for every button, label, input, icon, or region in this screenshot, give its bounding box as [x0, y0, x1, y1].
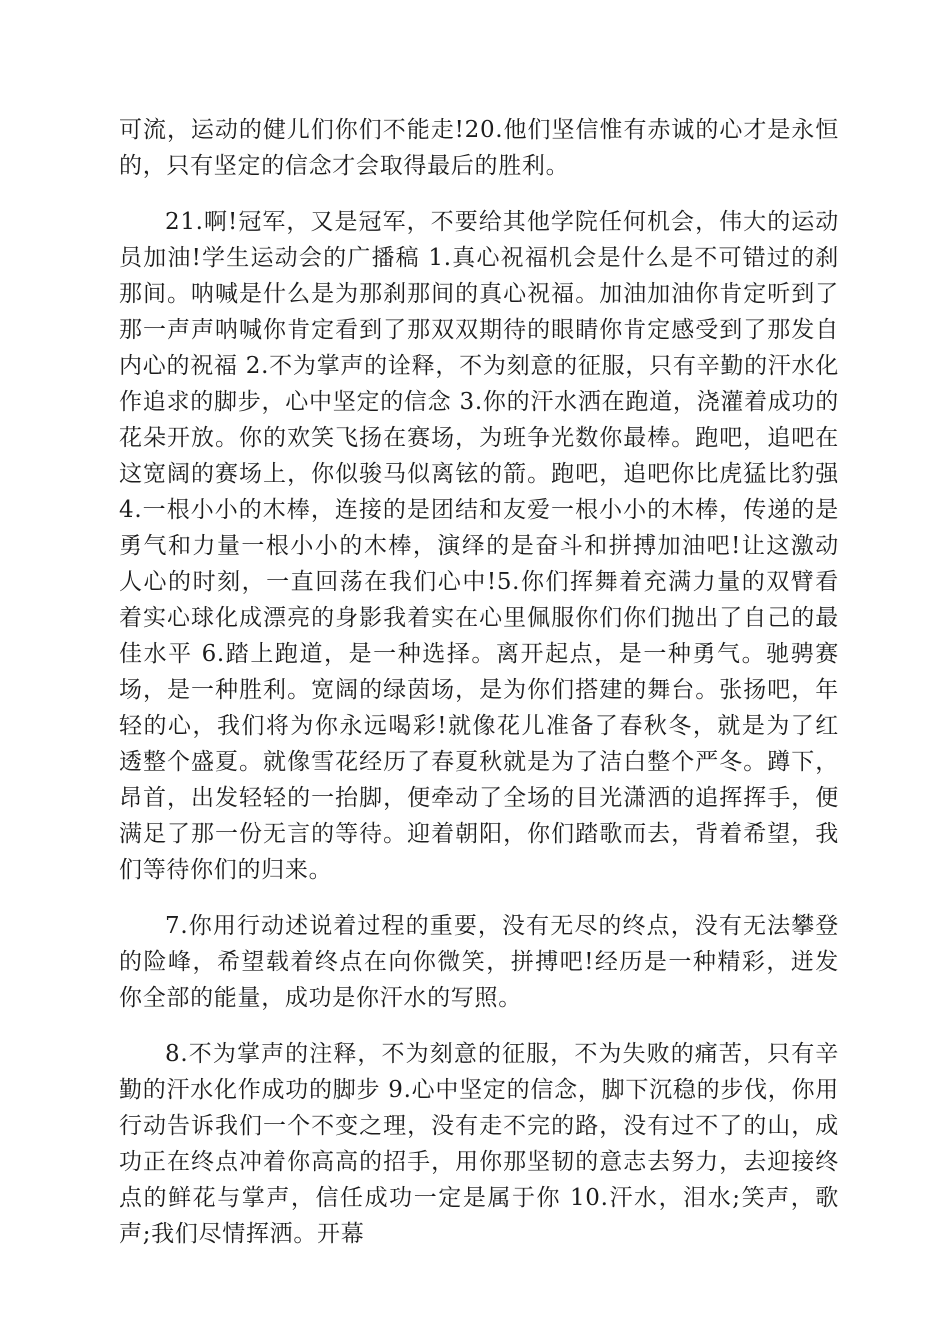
paragraph-3: 7.你用行动述说着过程的重要，没有无尽的终点，没有无法攀登的险峰，希望载着终点在向你微笑，拼搏吧!经历是一种精彩，迸发你全部的能量，成功是你汗水的写照。	[119, 913, 839, 1011]
document-body	[119, 112, 839, 1272]
paragraph-1: 可流，运动的健儿们你们不能走!20.他们坚信惟有赤诚的心才是永恒的，只有坚定的信念才会取得最后的胜利。	[119, 117, 839, 179]
paragraph-4: 8.不为掌声的注释，不为刻意的征服，不为失败的痛苦，只有辛勤的汗水化作成功的脚步 9.心中坚定的信念，脚下沉稳的步伐，你用行动告诉我们一个不变之理，没有走不完的路，没有过不了的山，成功正在终点冲着你高高的招手，用你那坚韧的意志去努力，去迎接终点的鲜花与掌声，信任成功一定是属于你 10.汗水，泪水;笑声，歌声;我们尽情挥洒。开幕	[119, 1041, 839, 1247]
paragraph-2: 21.啊!冠军，又是冠军，不要给其他学院任何机会，伟大的运动员加油!学生运动会的广播稿 1.真心祝福机会是什么是不可错过的刹那间。呐喊是什么是为那刹那间的真心祝福。加油加油你肯定听到了那一声声呐喊你肯定看到了那双双期待的眼睛你肯定感受到了那发自内心的祝福 2.不为掌声的诠释，不为刻意的征服，只有辛勤的汗水化作追求的脚步，心中坚定的信念 3.你的汗水洒在跑道，浇灌着成功的花朵开放。你的欢笑飞扬在赛场，为班争光数你最棒。跑吧，追吧在这宽阔的赛场上，你似骏马似离铉的箭。跑吧，追吧你比虎猛比豹强 4.一根小小的木棒，连接的是团结和友爱一根小小的木棒，传递的是勇气和力量一根小小的木棒，演绎的是奋斗和拼搏加油吧!让这激动人心的时刻，一直回荡在我们心中!5.你们挥舞着充满力量的双臂看着实心球化成漂亮的身影我着实在心里佩服你们你们抛出了自己的最佳水平 6.踏上跑道，是一种选择。离开起点，是一种勇气。驰骋赛场，是一种胜利。宽阔的绿茵场，是为你们搭建的舞台。张扬吧，年轻的心，我们将为你永远喝彩!就像花儿准备了春秋冬，就是为了红透整个盛夏。就像雪花经历了春夏秋就是为了洁白整个严冬。蹲下，昂首，出发轻轻的一抬脚，便牵动了全场的目光潇洒的追挥挥手，便满足了那一份无言的等待。迎着朝阳，你们踏歌而去，背着希望，我们等待你们的归来。	[119, 209, 839, 883]
